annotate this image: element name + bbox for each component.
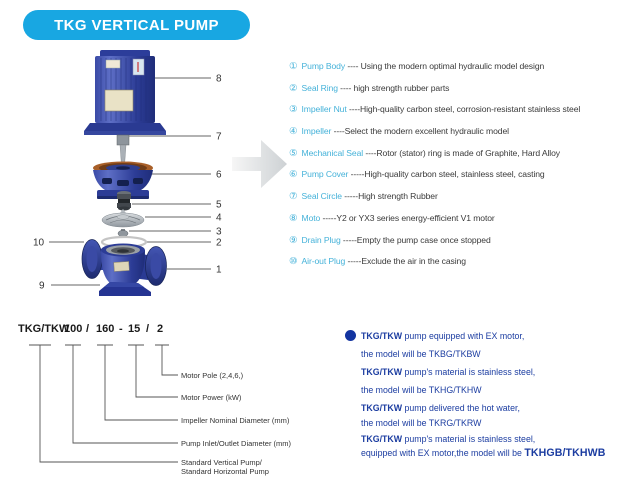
part-desc: -----Empty the pump case once stopped [340,234,491,245]
callout-3: 3 [216,226,222,238]
bullet-icon [345,330,356,341]
motor-nameplate [105,90,133,111]
part-name: Moto [301,212,321,223]
pump-exploded-diagram [20,40,290,310]
label-standard-h: Standard Horizontal Pump [181,467,269,476]
list-item [289,78,617,100]
note-line [361,430,615,448]
part-desc: -----Exclude the air in the casing [345,256,466,267]
callout-8: 8 [216,73,222,85]
mechanical-seal [117,191,131,211]
list-item [289,186,617,208]
part-desc: ---- Using the modern optimal hydraulic model design [345,61,545,71]
code-impeller: 160 [96,323,115,335]
callout-4: 4 [216,212,222,224]
note-line [361,399,615,417]
callout-6: 6 [216,169,222,181]
item-number: ② [289,82,298,94]
parts-list [289,56,617,273]
part-desc: ----Select the modern excellent hydraulic model [331,126,509,137]
code-dash: - [119,323,123,335]
note-line [361,381,615,399]
label-standard-v: Standard Vertical Pump/ [181,458,262,467]
note-line [361,448,615,459]
pump-body [82,240,167,297]
part-desc: -----Y2 or YX3 series energy-efficient V1 motor [320,212,495,223]
list-item [289,208,617,230]
part-name: Impeller Nut [301,104,347,115]
note-line [361,345,615,363]
note-text: pump equipped with EX motor, [402,331,525,341]
code-slash-2: / [146,323,150,335]
part-name: Seal Circle [301,191,342,202]
part-name: Air-out Plug [301,256,346,267]
label-inlet-dia: Pump Inlet/Outlet Diameter (mm) [181,439,292,448]
label-motor-power: Motor Power (kW) [181,393,242,402]
part-name: Drain Plug [301,234,341,245]
note-line [361,327,615,345]
item-number: ① [289,61,298,72]
pump-body-label [114,261,130,271]
code-series: TKG/TKW [18,323,70,335]
callout-5: 5 [216,199,222,211]
model-code-diagram [15,318,335,483]
code-power: 15 [128,323,141,335]
page-title: TKG VERTICAL PUMP [23,10,250,40]
motor-top-label [106,60,120,68]
list-item [289,164,617,186]
part-name: Pump Cover [301,169,349,180]
note-text: pump delivered the hot water, [402,403,520,413]
callout-2: 2 [216,237,222,249]
callout-10: 10 [33,237,45,249]
list-item [289,143,617,165]
note-text: the model will be TKBG/TKBW [361,349,481,359]
item-number: ④ [289,126,298,138]
impeller-nut [118,229,128,237]
note-line [361,363,615,381]
code-labels [181,371,292,476]
code-pole: 2 [157,323,164,335]
list-item [289,230,617,252]
label-impeller-dia: Impeller Nominal Diameter (mm) [181,416,290,425]
list-item [289,121,617,143]
motor [84,50,166,135]
part-name: Impeller [301,126,332,137]
code-slash-1: / [86,323,90,335]
part-desc: ----Rotor (stator) ring is made of Graphite, Hard Alloy [363,147,560,158]
series-code: TKG/TKW [361,367,403,377]
item-number: ③ [289,104,298,116]
model-variant-notes [343,327,615,459]
list-item [289,99,617,121]
item-number: ⑩ [289,256,298,268]
highlight-model-code: TKHGB/TKHWB [524,447,606,459]
list-item [289,56,617,78]
model-code-tokens [18,323,163,335]
note-line [361,417,615,430]
callout-9: 9 [39,280,45,292]
part-desc: ---- high strength rubber parts [337,82,450,93]
item-number: ⑧ [289,212,298,224]
note-text: equipped with EX motor,the model will be [361,448,525,458]
note-text: the model will be TKHG/TKHW [361,385,482,395]
label-motor-pole: Motor Pole (2,4,6,) [181,371,244,380]
note-text: pump's material is stainless steel, [402,434,536,444]
motor-shaft [117,135,129,166]
impeller [102,209,144,227]
item-number: ⑦ [289,191,298,203]
item-number: ⑨ [289,234,298,246]
part-desc: ----High-quality carbon steel, corrosion-resistant stainless steel [346,104,581,115]
part-desc: -----High strength Rubber [341,191,438,202]
part-name: Mechanical Seal [301,147,364,158]
right-arrow-icon [232,140,287,188]
part-name: Pump Body [301,61,346,71]
code-tree-lines [29,345,178,462]
item-number: ⑥ [289,169,298,181]
callout-7: 7 [216,131,222,143]
series-code: TKG/TKW [361,331,403,341]
item-number: ⑤ [289,147,298,159]
part-name: Seal Ring [301,82,338,93]
callout-1: 1 [216,264,222,276]
part-desc: -----High-quality carbon steel, stainless steel, casting [348,169,545,180]
series-code: TKG/TKW [361,403,403,413]
series-code: TKG/TKW [361,434,403,444]
note-text: pump's material is stainless steel, [402,367,536,377]
note-text: the model will be TKRG/TKRW [361,418,482,428]
code-inlet: 100 [64,323,83,335]
list-item [289,251,617,273]
